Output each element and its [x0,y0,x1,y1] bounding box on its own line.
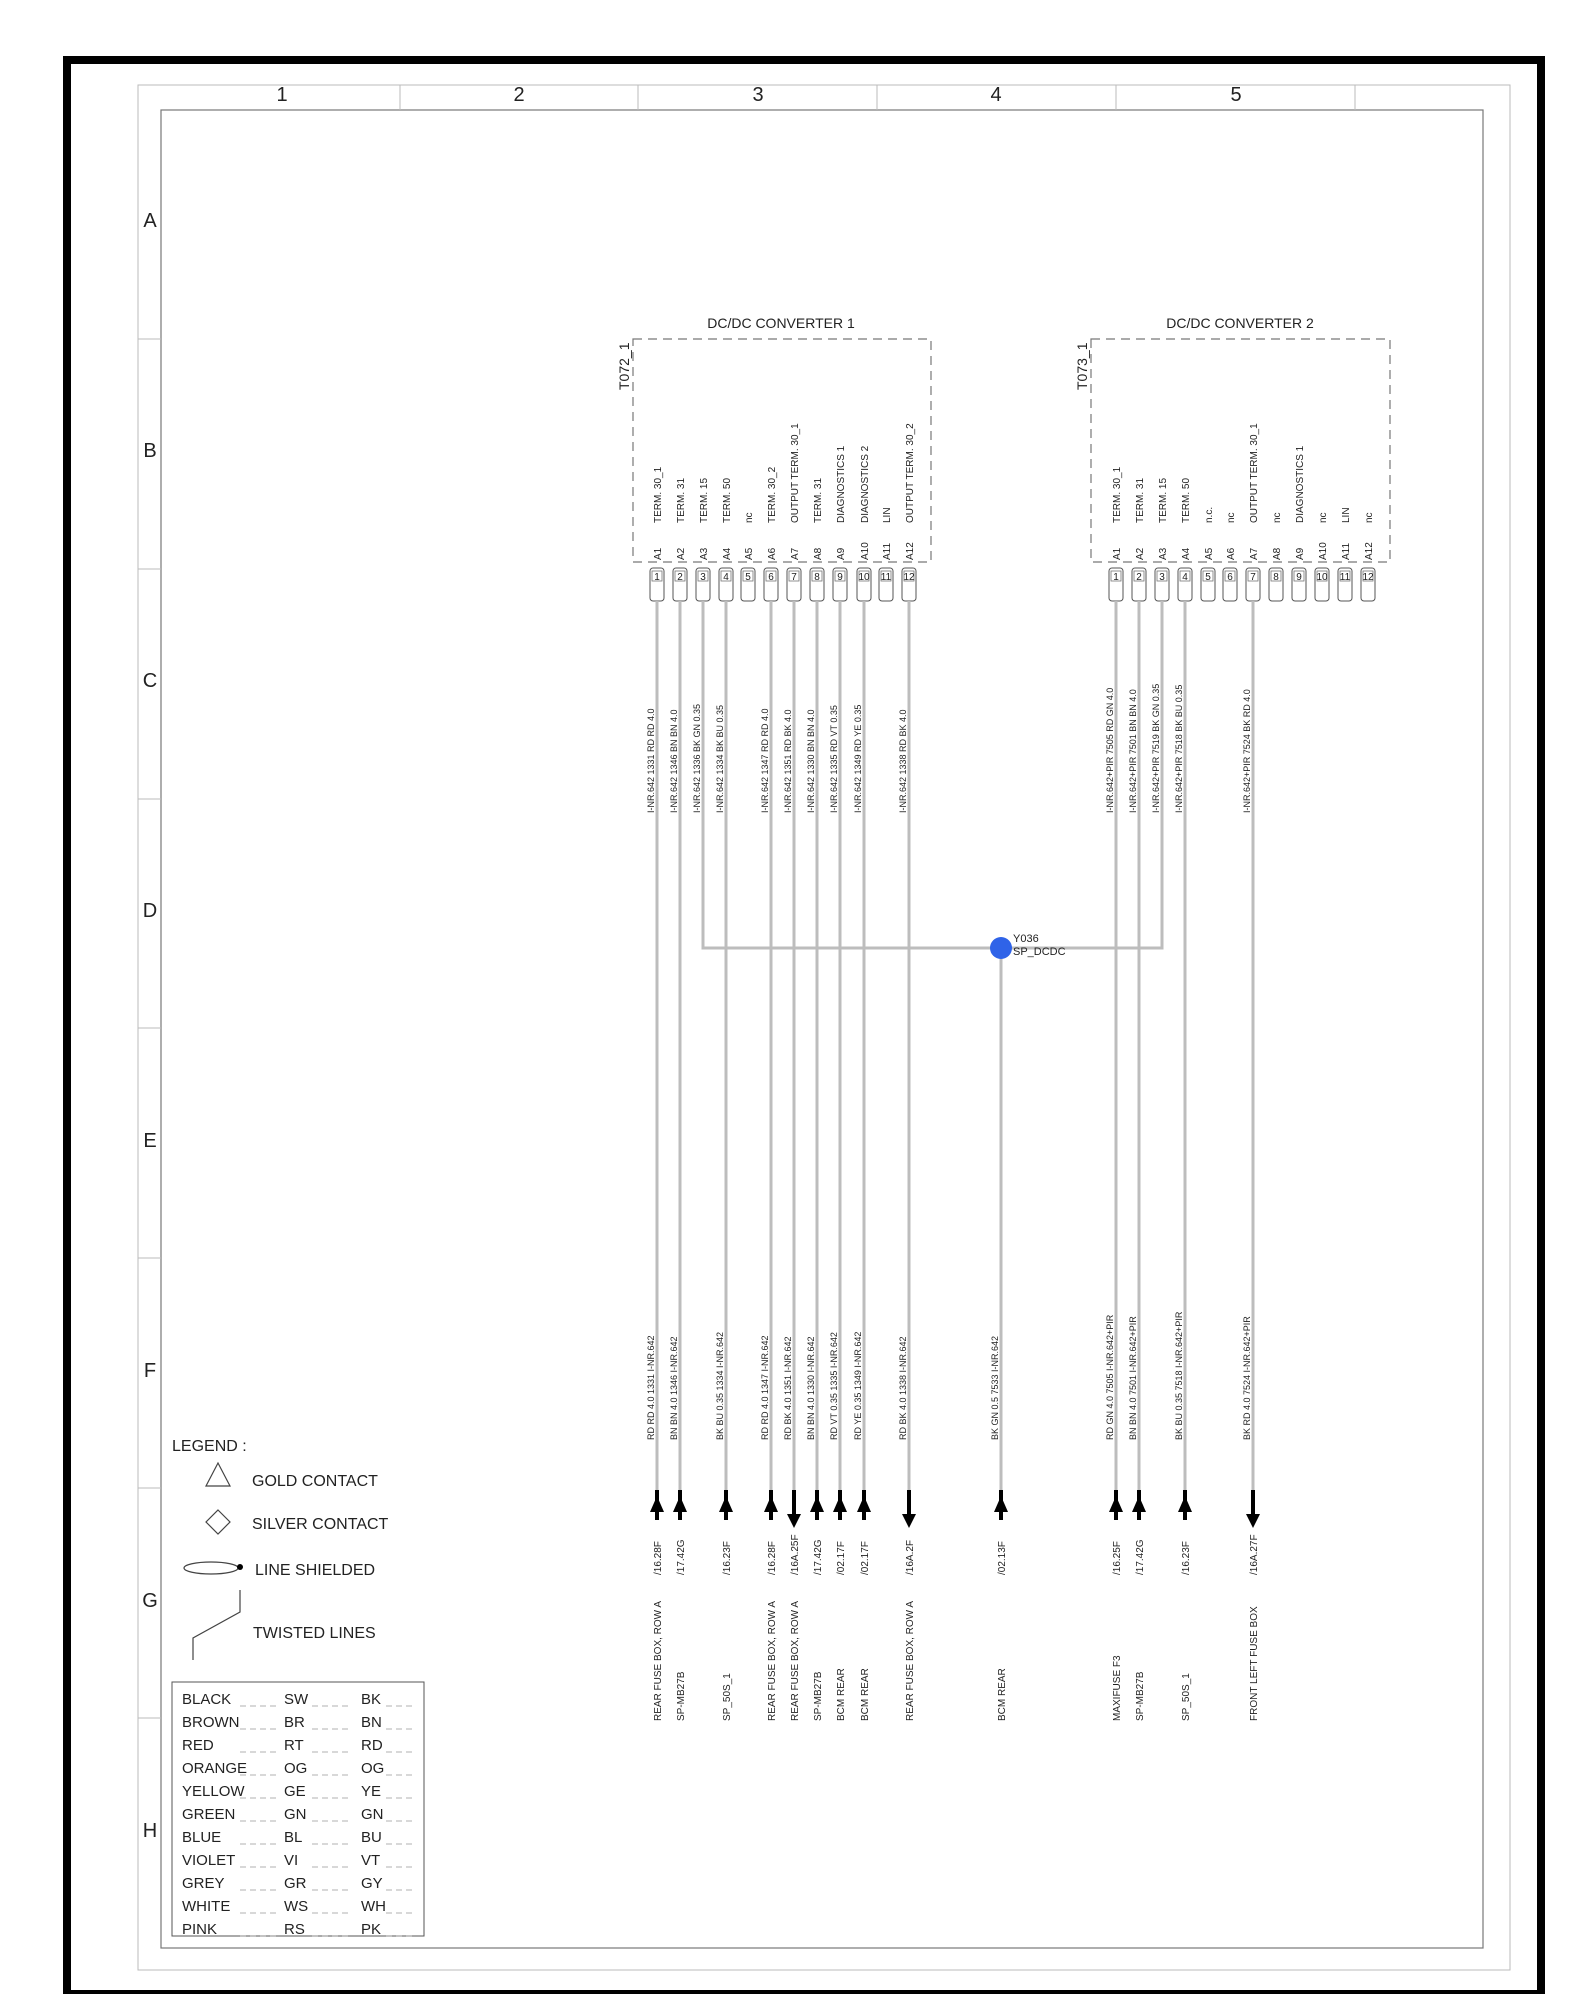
color-code-cell: YE [361,1783,382,1800]
wire-terminal[interactable] [669,1336,687,1721]
arrow-up-icon [1132,1496,1146,1512]
wire-label: I-NR.642+PIR 7519 BK GN 0.35 [1151,683,1161,813]
connector-ref: T072_1 [616,342,632,390]
color-code-cell: VT [361,1852,381,1869]
wire-label: I-NR.642 1338 RD BK 4.0 [898,709,908,813]
legend-item-label: TWISTED LINES [253,1625,376,1642]
pin-id: A9 [1295,547,1306,560]
arrow-up-icon [650,1496,664,1512]
connector-pin[interactable] [1315,512,1329,601]
page-reference: /16A.2F [905,1539,916,1575]
destination-label: SP_50S_1 [722,1673,733,1721]
color-code-cell: OG [284,1760,308,1777]
page-reference: /16.23F [722,1541,733,1575]
connector-title: DC/DC CONVERTER 2 [1166,315,1314,331]
legend-item-label: SILVER CONTACT [252,1516,389,1533]
wire-label: BN BN 4.0 1330 I-NR.642 [806,1336,816,1440]
color-code-cell: OG [361,1760,385,1777]
pin-id: A8 [813,547,824,560]
color-code-cell: BN [361,1714,382,1731]
destination-label: REAR FUSE BOX, ROW A [767,1600,778,1721]
pin-number: 12 [903,572,915,583]
connector-pin[interactable] [787,423,801,601]
pin-number: 4 [723,572,729,583]
pin-id: A1 [653,547,664,560]
pin-name: OUTPUT TERM. 30_1 [790,423,801,523]
wire-terminal[interactable] [646,1335,664,1721]
connector-pins [650,423,1375,601]
gold-contact-triangle-icon [206,1463,230,1486]
color-code-cell: GREY [182,1875,225,1892]
color-code-cell: GREEN [182,1806,236,1823]
splice-name: SP_DCDC [1013,946,1066,958]
pin-number: 12 [1362,572,1374,583]
connector-pin[interactable] [719,478,733,601]
pin-number: 2 [677,572,683,583]
wire-terminal[interactable] [1105,1314,1123,1721]
pin-number: 11 [880,572,892,583]
wire-label: BK BU 0.35 1334 I-NR.642 [715,1331,725,1440]
color-code-row [182,1829,416,1846]
wire-terminal[interactable] [806,1336,824,1721]
pin-number: 3 [1159,572,1165,583]
pin-name: TERM. 30_1 [1112,466,1123,523]
pin-number: 2 [1136,572,1142,583]
splice-ref: Y036 [1013,933,1039,945]
column-label: 3 [752,84,764,106]
color-code-row [182,1852,416,1869]
wire-label: RD BK 4.0 1351 I-NR.642 [783,1336,793,1440]
page-reference: /16A.25F [790,1534,801,1575]
grid-border [138,85,1510,1970]
pin-number: 8 [814,572,820,583]
destination-label: REAR FUSE BOX, ROW A [905,1600,916,1721]
color-code-row [182,1737,416,1754]
pin-number: 6 [768,572,774,583]
destination-label: REAR FUSE BOX, ROW A [790,1600,801,1721]
pin-number: 7 [791,572,797,583]
column-label: 1 [276,84,288,106]
color-code-cell: PK [361,1921,382,1938]
wire-label: I-NR.642 1351 RD BK 4.0 [783,709,793,813]
pin-name: TERM. 30_1 [653,466,664,523]
connector-pin[interactable] [857,445,871,601]
color-code-cell: BLUE [182,1829,222,1846]
twisted-lines-icon [193,1590,240,1660]
wire-terminal[interactable] [990,1336,1008,1721]
destination-label: SP-MB27B [813,1671,824,1721]
destination-label: FRONT LEFT FUSE BOX [1249,1606,1260,1721]
wire-label: BK RD 4.0 7524 I-NR.642+PIR [1242,1316,1252,1440]
page-reference: /02.17F [836,1541,847,1575]
arrow-up-icon [1109,1496,1123,1512]
color-code-cell: WS [284,1898,309,1915]
column-label: 2 [513,84,525,106]
wire-label: RD GN 4.0 7505 I-NR.642+PIR [1105,1314,1115,1440]
legend-item-label: GOLD CONTACT [252,1473,378,1490]
wire-terminal[interactable] [853,1332,871,1721]
arrow-down-icon [1246,1514,1260,1528]
color-code-cell: GE [284,1783,306,1800]
pin-number: 4 [1182,572,1188,583]
connector-pin[interactable] [1155,478,1169,601]
page-reference: /16.28F [767,1541,778,1575]
pin-id: A4 [722,547,733,560]
connector-pin[interactable] [1292,445,1306,601]
destination-label: BCM REAR [836,1668,847,1721]
color-code-cell: BR [284,1714,305,1731]
connector-box [633,339,931,562]
color-code-rows [182,1691,416,1938]
arrow-up-icon [673,1496,687,1512]
connector-pin[interactable] [1223,512,1237,601]
color-code-cell: RD [361,1737,383,1754]
connector-pin[interactable] [650,466,664,601]
pin-number: 5 [745,572,751,583]
color-code-cell: SW [284,1691,309,1708]
color-code-row [182,1783,416,1800]
connector-pin[interactable] [833,445,847,601]
color-code-row [182,1806,416,1823]
color-code-cell: GN [361,1806,384,1823]
connector-pin[interactable] [1109,466,1123,601]
color-code-cell: BLACK [182,1691,232,1708]
color-code-cell: YELLOW [182,1783,245,1800]
pin-name: DIAGNOSTICS 1 [1295,445,1306,523]
destination-label: MAXIFUSE F3 [1112,1655,1123,1721]
wire-label: BK GN 0.5 7533 I-NR.642 [990,1335,1000,1440]
splice-node[interactable] [990,933,1066,959]
color-code-row [182,1760,416,1777]
arrow-up-icon [1178,1496,1192,1512]
pin-number: 8 [1273,572,1279,583]
connector-box [1091,339,1390,562]
wire-label: RD RD 4.0 1331 I-NR.642 [646,1335,656,1440]
wire-terminal[interactable] [1242,1316,1260,1721]
line-shielded-ellipse-icon [184,1562,238,1574]
connector-title: DC/DC CONVERTER 1 [707,315,855,331]
destination-label: BCM REAR [997,1668,1008,1721]
color-code-row [182,1691,416,1708]
wire-label: I-NR.642 1330 BN BN 4.0 [806,709,816,813]
wire-label: I-NR.642+PIR 7524 BK RD 4.0 [1242,689,1252,813]
pin-number: 1 [654,572,660,583]
connector-pin[interactable] [1246,423,1260,601]
pin-name: TERM. 50 [1181,477,1192,523]
arrow-up-icon [857,1496,871,1512]
color-code-cell: BK [361,1691,382,1708]
pin-id: A10 [1318,542,1329,560]
connector-pin[interactable] [879,507,893,601]
color-code-cell: RS [284,1921,305,1938]
page-reference: /17.42G [1135,1539,1146,1575]
color-code-row [182,1714,416,1731]
connector-t072[interactable] [616,315,931,562]
destination-label: SP-MB27B [676,1671,687,1721]
pin-id: A12 [1364,542,1375,560]
pin-name: nc [1272,512,1283,523]
row-label: C [142,670,158,692]
wire-label: RD YE 0.35 1349 I-NR.642 [853,1331,863,1440]
connector-pin[interactable] [1132,478,1146,601]
pin-number: 10 [858,572,870,583]
pin-id: A3 [1158,547,1169,560]
color-code-cell: BU [361,1829,382,1846]
connector-pin[interactable] [1201,507,1215,601]
destination-label: REAR FUSE BOX, ROW A [653,1600,664,1721]
pin-name: LIN [882,507,893,523]
pin-id: A2 [676,547,687,560]
destination-label: SP_50S_1 [1181,1673,1192,1721]
page-reference: /02.17F [860,1541,871,1575]
pin-number: 11 [1339,572,1351,583]
wire-label: BK BU 0.35 7518 I-NR.642+PIR [1174,1311,1184,1440]
color-code-cell: GN [284,1806,307,1823]
column-label: 4 [990,84,1002,106]
wire-label: I-NR.642 1335 RD VT 0.35 [829,705,839,813]
row-label: A [143,210,157,232]
row-ruler [138,210,161,1842]
color-code-cell: ORANGE [182,1760,248,1777]
row-label: F [143,1360,157,1382]
wire-terminal[interactable] [898,1336,916,1721]
pin-number: 3 [700,572,706,583]
pin-number: 10 [1316,572,1328,583]
pin-id: A9 [836,547,847,560]
pin-number: 7 [1250,572,1256,583]
wire-terminal[interactable] [1128,1316,1146,1721]
silver-contact-diamond-icon [206,1510,230,1534]
color-code-row [182,1875,416,1892]
pin-name: n.c. [1204,506,1215,523]
legend-title: LEGEND : [172,1438,247,1455]
page-reference: /17.42G [676,1539,687,1575]
arrow-up-icon [810,1496,824,1512]
shield-dot-icon [237,1564,243,1570]
connector-ref: T073_1 [1074,342,1090,390]
page-reference: /16.25F [1112,1541,1123,1575]
pin-id: A7 [790,547,801,560]
wire-label: RD VT 0.35 1335 I-NR.642 [829,1332,839,1440]
arrow-up-icon [994,1496,1008,1512]
color-code-row [182,1898,416,1915]
arrow-up-icon [764,1496,778,1512]
wire-label: I-NR.642+PIR 7518 BK BU 0.35 [1174,684,1184,813]
pin-number: 9 [837,572,843,583]
page-reference: /16.23F [1181,1541,1192,1575]
pin-name: TERM. 30_2 [767,466,778,523]
pin-number: 9 [1296,572,1302,583]
wire-label: I-NR.642 1334 BK BU 0.35 [715,704,725,813]
color-code-cell: GR [284,1875,307,1892]
color-code-cell: BL [284,1829,303,1846]
arrow-up-icon [719,1496,733,1512]
wire-terminal[interactable] [1174,1311,1192,1721]
pin-id: A8 [1272,547,1283,560]
connector-t073[interactable] [1074,315,1390,562]
wire-terminal[interactable] [829,1332,847,1721]
wire-terminal[interactable] [783,1336,801,1721]
pin-id: A7 [1249,547,1260,560]
connector-pin[interactable] [696,478,710,601]
splice-dot-icon [990,937,1012,959]
arrow-down-icon [902,1514,916,1528]
pin-id: A11 [1341,542,1352,560]
wire-label: I-NR.642+PIR 7505 RD GN 4.0 [1105,687,1115,813]
page-reference: /16.28F [653,1541,664,1575]
pin-name: nc [744,512,755,523]
color-code-cell: BROWN [182,1714,240,1731]
wire-terminal[interactable] [715,1332,733,1721]
wire-label: BN BN 4.0 1346 I-NR.642 [669,1336,679,1440]
color-code-cell: PINK [182,1921,218,1938]
destination-label: BCM REAR [860,1668,871,1721]
pin-number: 5 [1205,572,1211,583]
pin-id: A5 [744,547,755,560]
connector-pin[interactable] [764,466,778,601]
pin-name: DIAGNOSTICS 1 [836,445,847,523]
connector-pin[interactable] [1338,507,1352,601]
wire-terminal[interactable] [760,1335,778,1721]
color-code-cell: VI [284,1852,299,1869]
color-code-cell: RT [284,1737,304,1754]
color-code-cell: RED [182,1737,214,1754]
color-code-cell: GY [361,1875,383,1892]
connector-pin[interactable] [1178,478,1192,601]
pin-id: A1 [1112,547,1123,560]
wire-label: I-NR.642 1346 BN BN 4.0 [669,709,679,813]
column-ruler [276,84,1355,110]
pin-number: 1 [1113,572,1119,583]
pin-number: 6 [1227,572,1233,583]
connector-pin[interactable] [902,423,916,601]
pin-id: A2 [1135,547,1146,560]
pin-name: TERM. 50 [722,477,733,523]
pin-id: A11 [882,542,893,560]
page-reference: /17.42G [813,1539,824,1575]
arrow-down-icon [787,1514,801,1528]
color-code-cell: WH [361,1898,386,1915]
pin-name: nc [1364,512,1375,523]
pin-id: A6 [767,547,778,560]
pin-name: nc [1226,512,1237,523]
pin-id: A3 [699,547,710,560]
row-label: D [142,900,158,922]
connector-pin[interactable] [1269,512,1283,601]
color-code-cell: VIOLET [182,1852,236,1869]
column-label: 5 [1230,84,1242,106]
pin-id: A4 [1181,547,1192,560]
pin-name: OUTPUT TERM. 30_2 [905,423,916,523]
pin-id: A10 [860,542,871,560]
wire-label: I-NR.642+PIR 7501 BN BN 4.0 [1128,689,1138,813]
pin-id: A5 [1204,547,1215,560]
pin-id: A6 [1226,547,1237,560]
wire-label: I-NR.642 1347 RD RD 4.0 [760,708,770,813]
pin-name: TERM. 15 [699,477,710,523]
pin-id: A12 [905,542,916,560]
wire-label: RD RD 4.0 1347 I-NR.642 [760,1335,770,1440]
row-label: E [143,1130,157,1152]
pin-name: OUTPUT TERM. 30_1 [1249,423,1260,523]
pin-name: TERM. 31 [676,477,687,523]
connector-pin[interactable] [1361,512,1375,601]
legend-item-label: LINE SHIELDED [255,1562,376,1579]
wire-run[interactable] [703,601,1001,948]
wire-label: I-NR.642 1349 RD YE 0.35 [853,704,863,813]
page-reference: /02.13F [997,1541,1008,1575]
wire-harness [646,601,1260,1721]
pin-name: DIAGNOSTICS 2 [860,445,871,523]
pin-name: nc [1318,512,1329,523]
pin-name: TERM. 31 [1135,477,1146,523]
wire-label: I-NR.642 1331 RD RD 4.0 [646,708,656,813]
wire-label: RD BK 4.0 1338 I-NR.642 [898,1336,908,1440]
arrow-up-icon [833,1496,847,1512]
connector-pin[interactable] [673,478,687,601]
wire-label: I-NR.642 1336 BK GN 0.35 [692,703,702,813]
row-label: H [142,1820,158,1842]
pin-name: TERM. 15 [1158,477,1169,523]
row-label: G [142,1590,158,1612]
legend [172,1438,389,1660]
connector-pin[interactable] [810,478,824,601]
pin-name: LIN [1341,507,1352,523]
connector-pin[interactable] [741,512,755,601]
destination-label: SP-MB27B [1135,1671,1146,1721]
row-label: B [143,440,157,462]
color-code-cell: WHITE [182,1898,231,1915]
color-code-row [182,1921,416,1938]
page-reference: /16A.27F [1249,1534,1260,1575]
pin-name: TERM. 31 [813,477,824,523]
wire-label: BN BN 4.0 7501 I-NR.642+PIR [1128,1316,1138,1440]
